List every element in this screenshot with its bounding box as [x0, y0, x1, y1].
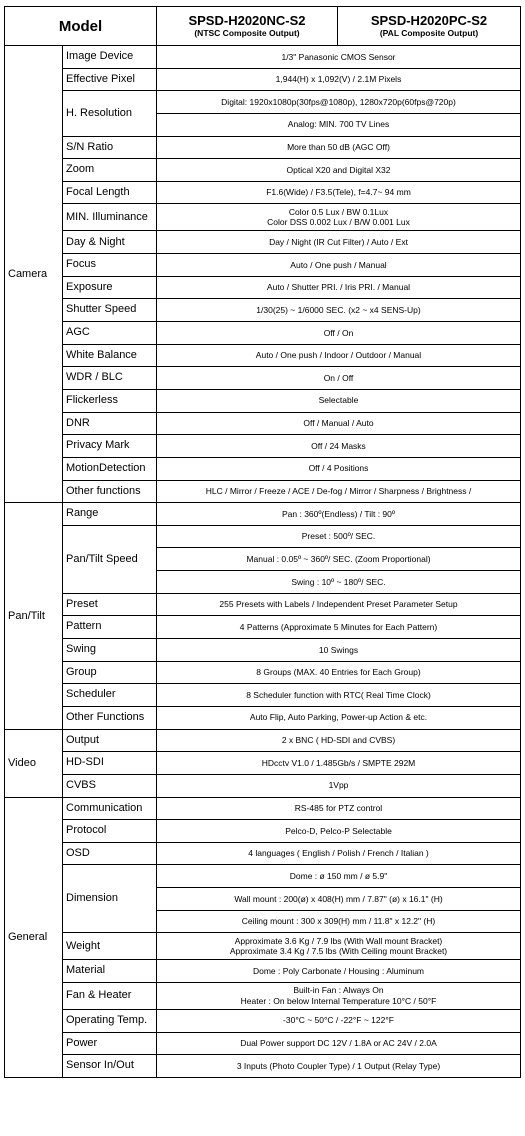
spec-row	[5, 181, 521, 204]
category-cell: Camera	[5, 46, 63, 503]
spec-row	[5, 933, 521, 960]
spec-row	[5, 842, 521, 865]
spec-row	[5, 661, 521, 684]
spec-value: Manual : 0.05º ~ 360º/ SEC. (Zoom Proportional)	[157, 548, 521, 571]
spec-row	[5, 322, 521, 345]
spec-row	[5, 389, 521, 412]
spec-row	[5, 435, 521, 458]
spec-row	[5, 91, 521, 114]
spec-value: -30°C ~ 50°C / -22°F ~ 122°F	[157, 1009, 521, 1032]
spec-value: 255 Presets with Labels / Independent Preset Parameter Setup	[157, 593, 521, 616]
spec-value: Off / 4 Positions	[157, 457, 521, 480]
spec-value: 2 x BNC ( HD-SDI and CVBS)	[157, 729, 521, 752]
spec-value: 1/30(25) ~ 1/6000 SEC. (x2 ~ x4 SENS-Up)	[157, 299, 521, 322]
spec-row	[5, 1009, 521, 1032]
spec-table	[4, 6, 521, 1078]
spec-label: Group	[63, 661, 157, 684]
spec-label: Communication	[63, 797, 157, 820]
category-cell: Video	[5, 729, 63, 797]
spec-row	[5, 752, 521, 775]
spec-label: Dimension	[63, 865, 157, 933]
spec-label: DNR	[63, 412, 157, 435]
spec-value: 8 Groups (MAX. 40 Entries for Each Group)	[157, 661, 521, 684]
spec-row	[5, 525, 521, 548]
spec-value: Swing : 10º ~ 180º/ SEC.	[157, 571, 521, 594]
spec-value: 1,944(H) x 1,092(V) / 2.1M Pixels	[157, 68, 521, 91]
spec-value: Digital: 1920x1080p(30fps@1080p), 1280x720p(60fps@720p)	[157, 91, 521, 114]
spec-row	[5, 412, 521, 435]
spec-value: More than 50 dB (AGC Off)	[157, 136, 521, 159]
spec-label: Pan/Tilt Speed	[63, 525, 157, 593]
spec-row	[5, 344, 521, 367]
spec-label: MIN. Illuminance	[63, 204, 157, 231]
spec-value: 1Vpp	[157, 774, 521, 797]
spec-value: Auto Flip, Auto Parking, Power-up Action & etc.	[157, 706, 521, 729]
spec-row	[5, 982, 521, 1009]
spec-sheet	[4, 6, 520, 1078]
spec-row	[5, 865, 521, 888]
header-row	[5, 7, 521, 46]
spec-value: 8 Scheduler function with RTC( Real Time Clock)	[157, 684, 521, 707]
spec-label: S/N Ratio	[63, 136, 157, 159]
spec-label: CVBS	[63, 774, 157, 797]
product-pal-header	[338, 7, 521, 46]
spec-label: HD-SDI	[63, 752, 157, 775]
spec-label: Material	[63, 960, 157, 983]
product-ntsc-header	[157, 7, 338, 46]
spec-label: AGC	[63, 322, 157, 345]
spec-label: Focal Length	[63, 181, 157, 204]
spec-value: 4 languages ( English / Polish / French / Italian )	[157, 842, 521, 865]
spec-label: Effective Pixel	[63, 68, 157, 91]
spec-label: Privacy Mark	[63, 435, 157, 458]
spec-row	[5, 593, 521, 616]
spec-row	[5, 68, 521, 91]
product-ntsc-subtitle: (NTSC Composite Output)	[194, 27, 300, 38]
spec-value: Pelco-D, Pelco-P Selectable	[157, 820, 521, 843]
spec-label: Output	[63, 729, 157, 752]
spec-row	[5, 480, 521, 503]
spec-label: Day & Night	[63, 231, 157, 254]
spec-row	[5, 729, 521, 752]
spec-value: Color 0.5 Lux / BW 0.1Lux Color DSS 0.002 Lux / B/W 0.001 Lux	[157, 204, 521, 231]
spec-value: Selectable	[157, 389, 521, 412]
spec-row	[5, 299, 521, 322]
spec-label: Pattern	[63, 616, 157, 639]
spec-value: Auto / Shutter PRI. / Iris PRI. / Manual	[157, 276, 521, 299]
spec-value: Approximate 3.6 Kg / 7.9 lbs (With Wall mount Bracket) Approximate 3.4 Kg / 7.5 lbs (With Ceiling mount Bracket)	[157, 933, 521, 960]
spec-label: Other functions	[63, 480, 157, 503]
spec-value: Pan : 360º(Endless) / Tilt : 90º	[157, 503, 521, 526]
product-pal-subtitle: (PAL Composite Output)	[379, 27, 479, 38]
model-heading: Model	[5, 7, 157, 46]
spec-label: Preset	[63, 593, 157, 616]
spec-label: WDR / BLC	[63, 367, 157, 390]
spec-label: Power	[63, 1032, 157, 1055]
spec-value: Day / Night (IR Cut Filter) / Auto / Ext	[157, 231, 521, 254]
spec-row	[5, 684, 521, 707]
spec-label: White Balance	[63, 344, 157, 367]
spec-value: F1.6(Wide) / F3.5(Tele), f=4.7~ 94 mm	[157, 181, 521, 204]
spec-value: On / Off	[157, 367, 521, 390]
spec-row	[5, 706, 521, 729]
spec-label: Scheduler	[63, 684, 157, 707]
spec-value: Dual Power support DC 12V / 1.8A or AC 24V / 2.0A	[157, 1032, 521, 1055]
spec-value: Built-in Fan : Always On Heater : On below Internal Temperature 10°C / 50°F	[157, 982, 521, 1009]
spec-value: Analog: MIN. 700 TV Lines	[157, 113, 521, 136]
spec-row	[5, 960, 521, 983]
spec-label: Shutter Speed	[63, 299, 157, 322]
spec-row	[5, 276, 521, 299]
spec-value: Optical X20 and Digital X32	[157, 159, 521, 182]
spec-row	[5, 639, 521, 662]
spec-row	[5, 367, 521, 390]
spec-value: Dome : ø 150 mm / ø 5.9"	[157, 865, 521, 888]
spec-label: Zoom	[63, 159, 157, 182]
spec-row	[5, 46, 521, 69]
spec-value: HDcctv V1.0 / 1.485Gb/s / SMPTE 292M	[157, 752, 521, 775]
category-cell: General	[5, 797, 63, 1077]
spec-value: Ceiling mount : 300 x 309(H) mm / 11.8" x 12.2" (H)	[157, 910, 521, 933]
spec-value: Dome : Poly Carbonate / Housing : Aluminum	[157, 960, 521, 983]
spec-label: Exposure	[63, 276, 157, 299]
spec-value: Off / On	[157, 322, 521, 345]
spec-value: Auto / One push / Manual	[157, 254, 521, 277]
spec-value: 10 Swings	[157, 639, 521, 662]
spec-label: Operating Temp.	[63, 1009, 157, 1032]
spec-label: Weight	[63, 933, 157, 960]
spec-row	[5, 503, 521, 526]
spec-value: Preset : 500º/ SEC.	[157, 525, 521, 548]
spec-value: HLC / Mirror / Freeze / ACE / De-fog / Mirror / Sharpness / Brightness /	[157, 480, 521, 503]
spec-label: Fan & Heater	[63, 982, 157, 1009]
spec-row	[5, 1032, 521, 1055]
spec-value: 4 Patterns (Approximate 5 Minutes for Each Pattern)	[157, 616, 521, 639]
spec-row	[5, 797, 521, 820]
spec-value: Auto / One push / Indoor / Outdoor / Manual	[157, 344, 521, 367]
spec-row	[5, 774, 521, 797]
spec-label: H. Resolution	[63, 91, 157, 136]
category-cell: Pan/Tilt	[5, 503, 63, 729]
product-ntsc-name: SPSD-H2020NC-S2	[188, 12, 306, 28]
spec-row	[5, 254, 521, 277]
spec-value: Off / 24 Masks	[157, 435, 521, 458]
spec-label: OSD	[63, 842, 157, 865]
spec-label: Protocol	[63, 820, 157, 843]
spec-row	[5, 159, 521, 182]
spec-value: RS-485 for PTZ control	[157, 797, 521, 820]
spec-label: Image Device	[63, 46, 157, 69]
spec-value: 1/3" Panasonic CMOS Sensor	[157, 46, 521, 69]
spec-row	[5, 1055, 521, 1078]
spec-label: Range	[63, 503, 157, 526]
spec-row	[5, 820, 521, 843]
spec-row	[5, 457, 521, 480]
spec-body	[5, 46, 521, 1078]
spec-row	[5, 616, 521, 639]
spec-label: Swing	[63, 639, 157, 662]
spec-label: Other Functions	[63, 706, 157, 729]
spec-label: Focus	[63, 254, 157, 277]
spec-value: Wall mount : 200(ø) x 408(H) mm / 7.87" (ø) x 16.1" (H)	[157, 888, 521, 911]
spec-label: Flickerless	[63, 389, 157, 412]
product-pal-name: SPSD-H2020PC-S2	[370, 12, 488, 28]
spec-value: 3 Inputs (Photo Coupler Type) / 1 Output (Relay Type)	[157, 1055, 521, 1078]
spec-row	[5, 231, 521, 254]
spec-value: Off / Manual / Auto	[157, 412, 521, 435]
spec-label: Sensor In/Out	[63, 1055, 157, 1078]
spec-row	[5, 136, 521, 159]
spec-label: MotionDetection	[63, 457, 157, 480]
spec-row	[5, 204, 521, 231]
